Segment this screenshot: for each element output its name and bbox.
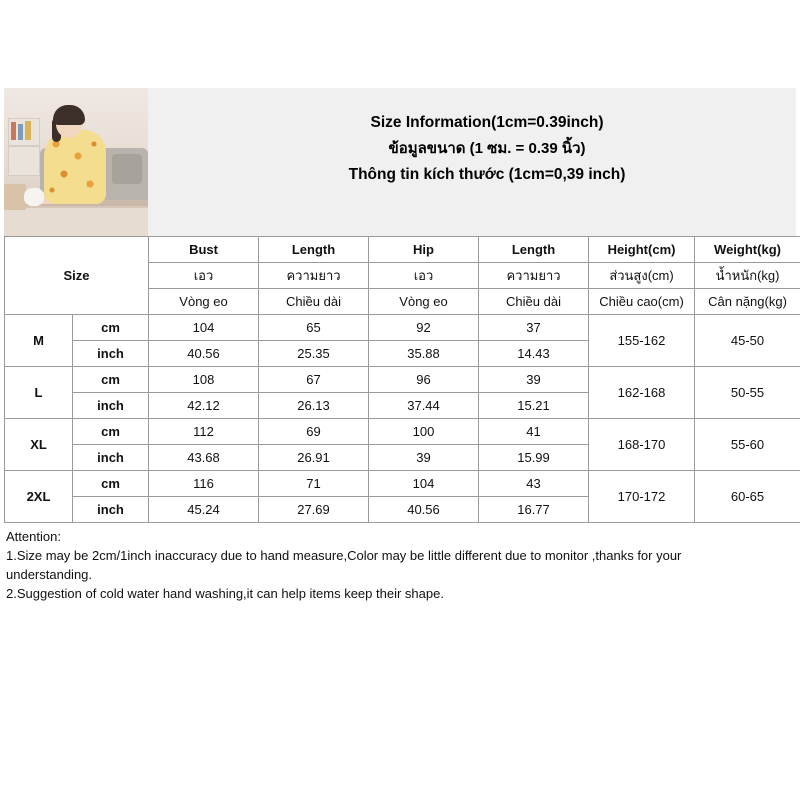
row-size-m: M <box>5 315 73 367</box>
unit-inch: inch <box>73 393 149 419</box>
col-header-length2-vi: Chiều dài <box>479 289 589 315</box>
photo-book <box>11 122 16 140</box>
attention-line-3: 2.Suggestion of cold water hand washing,it can help items keep their shape. <box>6 586 444 601</box>
unit-inch: inch <box>73 497 149 523</box>
photo-model-hair <box>53 105 85 125</box>
table-header-row-en <box>5 237 800 263</box>
col-header-weight-th: น้ำหนัก(kg) <box>695 263 800 289</box>
model-photo <box>4 88 148 236</box>
attention-block <box>4 523 796 603</box>
cell-length2-inch: 14.43 <box>479 341 589 367</box>
cell-length1-inch: 27.69 <box>259 497 369 523</box>
cell-bust-inch: 43.68 <box>149 445 259 471</box>
cell-length2-inch: 15.99 <box>479 445 589 471</box>
row-size-l: L <box>5 367 73 419</box>
photo-model-sock <box>24 188 44 206</box>
cell-bust-cm: 104 <box>149 315 259 341</box>
col-header-length2-th: ความยาว <box>479 263 589 289</box>
cell-bust-inch: 45.24 <box>149 497 259 523</box>
header-band <box>4 88 796 236</box>
size-header-cell: Size <box>5 237 149 315</box>
unit-inch: inch <box>73 341 149 367</box>
cell-weight-xl: 55-60 <box>695 419 800 471</box>
cell-hip-inch: 39 <box>369 445 479 471</box>
photo-rug <box>4 206 148 236</box>
cell-weight-l: 50-55 <box>695 367 800 419</box>
cell-hip-inch: 37.44 <box>369 393 479 419</box>
title-thai: ข้อมูลขนาด (1 ซม. = 0.39 นิ้ว) <box>388 140 586 157</box>
cell-hip-cm: 96 <box>369 367 479 393</box>
cell-length1-cm: 67 <box>259 367 369 393</box>
cell-height-m: 155-162 <box>589 315 695 367</box>
col-header-bust-vi: Vòng eo <box>149 289 259 315</box>
photo-side-table <box>4 184 26 210</box>
cell-hip-inch: 35.88 <box>369 341 479 367</box>
table-row <box>5 367 800 393</box>
cell-hip-cm: 100 <box>369 419 479 445</box>
col-header-length1-vi: Chiều dài <box>259 289 369 315</box>
col-header-bust-en: Bust <box>149 237 259 263</box>
cell-length2-cm: 39 <box>479 367 589 393</box>
attention-line-2: understanding. <box>6 567 93 582</box>
cell-length1-cm: 71 <box>259 471 369 497</box>
cell-length2-inch: 16.77 <box>479 497 589 523</box>
size-chart-sheet <box>4 88 796 603</box>
unit-cm: cm <box>73 471 149 497</box>
table-row <box>5 471 800 497</box>
unit-inch: inch <box>73 445 149 471</box>
cell-length1-inch: 26.91 <box>259 445 369 471</box>
col-header-weight-vi: Cân nặng(kg) <box>695 289 800 315</box>
cell-bust-inch: 42.12 <box>149 393 259 419</box>
row-size-xl: XL <box>5 419 73 471</box>
col-header-height-vi: Chiều cao(cm) <box>589 289 695 315</box>
unit-cm: cm <box>73 315 149 341</box>
cell-length2-cm: 41 <box>479 419 589 445</box>
col-header-height-en: Height(cm) <box>589 237 695 263</box>
cell-bust-inch: 40.56 <box>149 341 259 367</box>
cell-hip-cm: 104 <box>369 471 479 497</box>
table-row <box>5 419 800 445</box>
photo-book <box>25 121 31 140</box>
cell-bust-cm: 108 <box>149 367 259 393</box>
unit-cm: cm <box>73 419 149 445</box>
cell-length1-inch: 26.13 <box>259 393 369 419</box>
title-block <box>148 110 796 188</box>
cell-height-xl: 168-170 <box>589 419 695 471</box>
title-band <box>148 88 796 236</box>
cell-hip-inch: 40.56 <box>369 497 479 523</box>
title-english: Size Information(1cm=0.39inch) <box>370 114 604 131</box>
cell-length1-inch: 25.35 <box>259 341 369 367</box>
cell-bust-cm: 112 <box>149 419 259 445</box>
col-header-hip-th: เอว <box>369 263 479 289</box>
cell-hip-cm: 92 <box>369 315 479 341</box>
col-header-hip-vi: Vòng eo <box>369 289 479 315</box>
title-vietnamese: Thông tin kích thước (1cm=0,39 inch) <box>348 166 626 183</box>
cell-weight-2xl: 60-65 <box>695 471 800 523</box>
col-header-hip-en: Hip <box>369 237 479 263</box>
col-header-bust-th: เอว <box>149 263 259 289</box>
col-header-length1-en: Length <box>259 237 369 263</box>
cell-length1-cm: 69 <box>259 419 369 445</box>
col-header-length1-th: ความยาว <box>259 263 369 289</box>
photo-cushion <box>112 154 142 184</box>
cell-height-l: 162-168 <box>589 367 695 419</box>
cell-bust-cm: 116 <box>149 471 259 497</box>
cell-weight-m: 45-50 <box>695 315 800 367</box>
photo-book <box>18 124 23 140</box>
cell-height-2xl: 170-172 <box>589 471 695 523</box>
attention-heading: Attention: <box>6 529 61 544</box>
row-size-2xl: 2XL <box>5 471 73 523</box>
col-header-length2-en: Length <box>479 237 589 263</box>
col-header-height-th: ส่วนสูง(cm) <box>589 263 695 289</box>
table-row <box>5 315 800 341</box>
size-table <box>4 236 800 523</box>
cell-length2-cm: 37 <box>479 315 589 341</box>
attention-line-1: 1.Size may be 2cm/1inch inaccuracy due to hand measure,Color may be little different due to monitor ,thanks for your <box>6 548 682 563</box>
cell-length2-inch: 15.21 <box>479 393 589 419</box>
unit-cm: cm <box>73 367 149 393</box>
col-header-weight-en: Weight(kg) <box>695 237 800 263</box>
cell-length1-cm: 65 <box>259 315 369 341</box>
cell-length2-cm: 43 <box>479 471 589 497</box>
